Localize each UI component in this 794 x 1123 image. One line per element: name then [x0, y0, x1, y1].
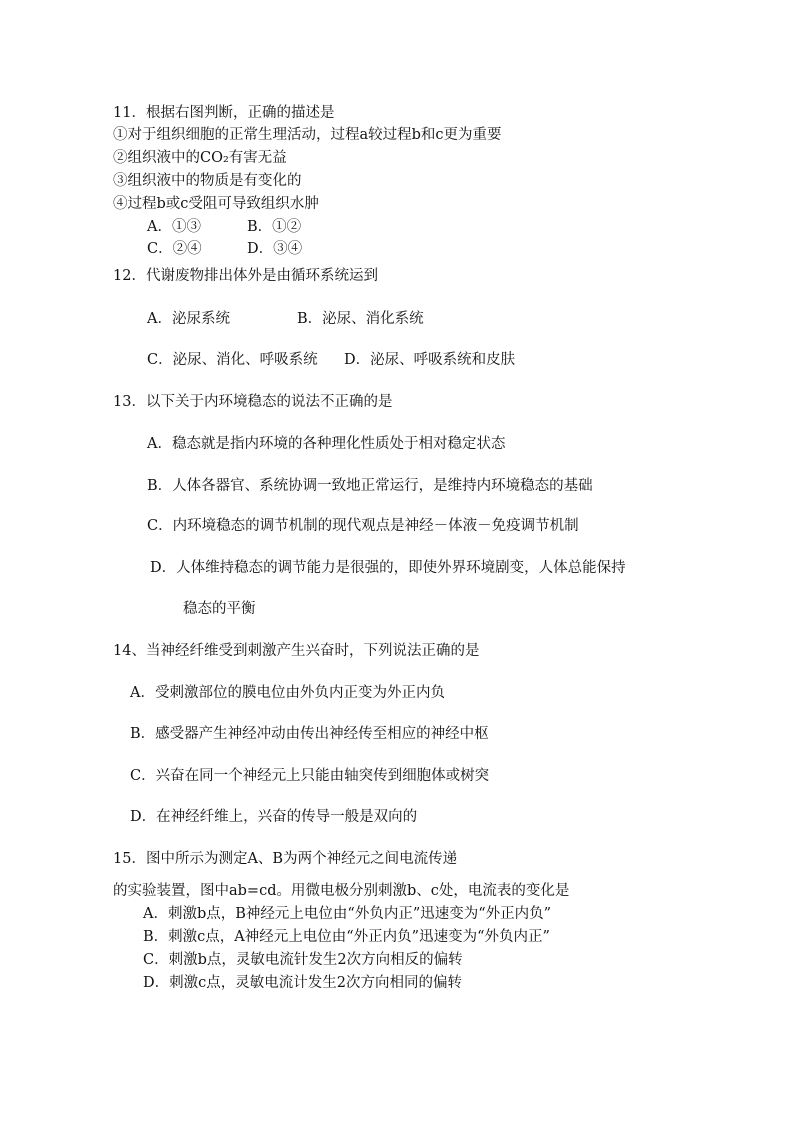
- question-11-statement-1: ①对于组织细胞的正常生理活动，过程a较过程b和c更为重要: [113, 127, 502, 143]
- question-11-statement-4: ④过程b或c受阻可导致组织水肿: [113, 196, 319, 212]
- question-13-option-d-line-1: D．人体维持稳态的调节能力是很强的，即使外界环境剧变，人体总能保持: [150, 560, 626, 576]
- question-15-option-c: C．刺激b点，灵敏电流针发生2次方向相反的偏转: [143, 952, 463, 968]
- question-11-stem: 11．根据右图判断，正确的描述是: [113, 105, 335, 121]
- question-13-option-c: C．内环境稳态的调节机制的现代观点是神经－体液－免疫调节机制: [147, 518, 579, 534]
- question-15-stem-line-2: 的实验装置，图中ab=cd。用微电极分别刺激b、c处，电流表的变化是: [113, 883, 570, 899]
- question-11-option-d: D．③④: [247, 241, 303, 257]
- question-13-option-d-line-2: 稳态的平衡: [183, 601, 256, 617]
- question-11-option-a: A．①③: [147, 219, 201, 235]
- question-14-option-c: C．兴奋在同一个神经元上只能由轴突传到细胞体或树突: [130, 768, 490, 784]
- question-14-option-d: D．在神经纤维上，兴奋的传导一般是双向的: [130, 809, 418, 825]
- question-11-option-b: B．①②: [247, 219, 302, 235]
- question-13-stem: 13．以下关于内环境稳态的说法不正确的是: [113, 394, 393, 410]
- question-12-option-a: A．泌尿系统: [147, 311, 230, 327]
- question-12-option-d: D．泌尿、呼吸系统和皮肤: [344, 352, 516, 368]
- question-11-statement-2: ②组织液中的CO₂有害无益: [113, 150, 287, 166]
- question-12-stem: 12．代谢废物排出体外是由循环系统运到: [113, 268, 378, 284]
- question-11-option-c: C．②④: [147, 241, 202, 257]
- question-15-option-b: B．刺激c点，A神经元上电位由“外正内负”迅速变为“外负内正”: [143, 929, 550, 945]
- question-12-option-b: B．泌尿、消化系统: [297, 311, 424, 327]
- question-14-option-b: B．感受器产生神经冲动由传出神经传至相应的神经中枢: [130, 726, 489, 742]
- question-11-statement-3: ③组织液中的物质是有变化的: [113, 173, 302, 189]
- question-12-option-c: C．泌尿、消化、呼吸系统: [147, 352, 318, 368]
- question-15-option-a: A．刺激b点，B神经元上电位由“外负内正”迅速变为“外正内负”: [143, 906, 552, 922]
- question-15-stem-line-1: 15．图中所示为测定A、B为两个神经元之间电流传递: [113, 851, 458, 867]
- question-14-stem: 14、当神经纤维受到刺激产生兴奋时，下列说法正确的是: [113, 643, 480, 659]
- question-15-option-d: D．刺激c点，灵敏电流计发生2次方向相同的偏转: [143, 975, 462, 991]
- question-13-option-a: A．稳态就是指内环境的各种理化性质处于相对稳定状态: [147, 436, 506, 452]
- question-14-option-a: A．受刺激部位的膜电位由外负内正变为外正内负: [130, 685, 445, 701]
- question-13-option-b: B．人体各器官、系统协调一致地正常运行，是维持内环境稳态的基础: [147, 478, 593, 494]
